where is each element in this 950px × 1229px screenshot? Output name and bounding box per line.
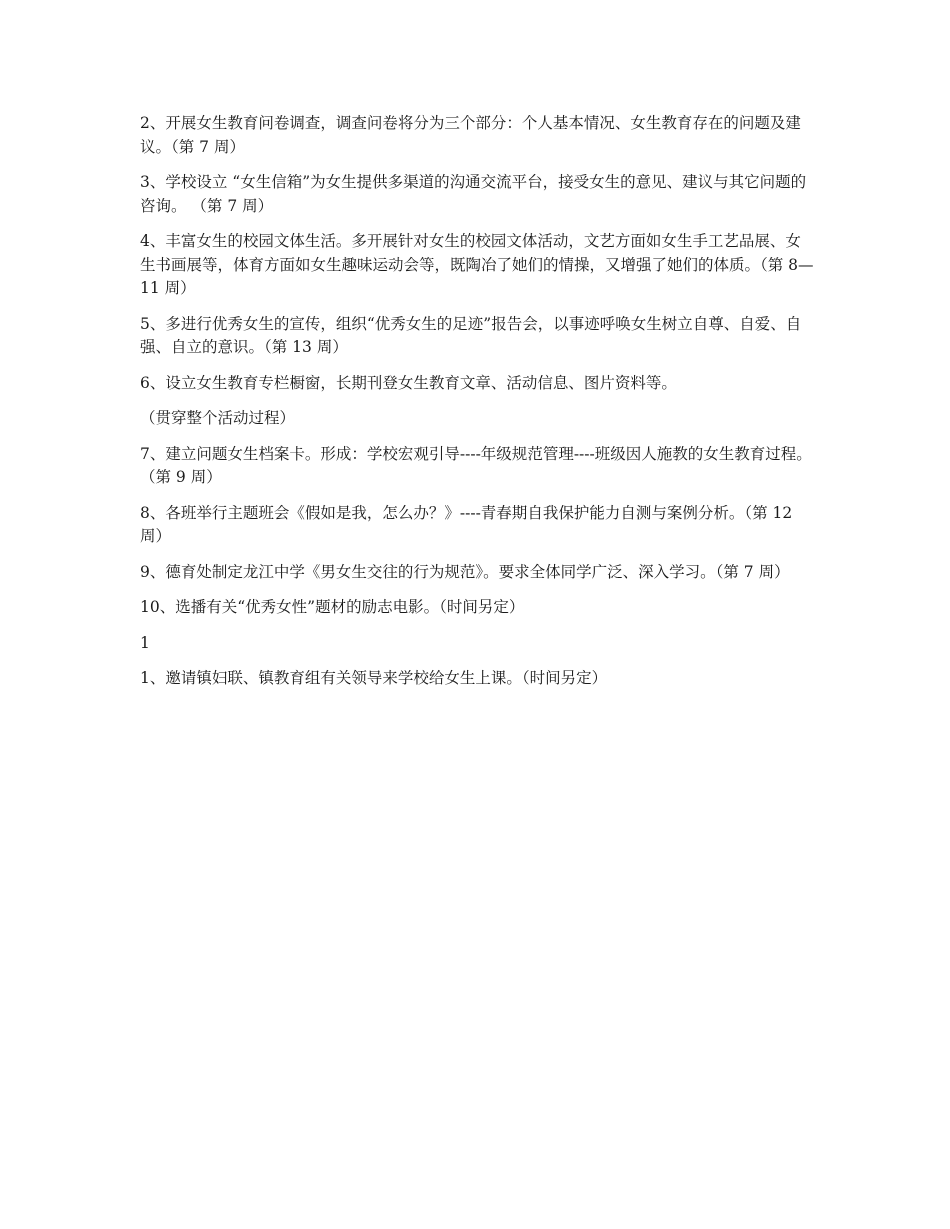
paragraph-item-7: 7、建立问题女生档案卡。形成：学校宏观引导----年级规范管理----班级因人施教的女生教育过程。（第 9 周） [140,444,812,486]
document-body [140,112,815,703]
stray-number: 1 [140,633,150,652]
paragraph-item-3: 3、学校设立 “女生信箱”为女生提供多渠道的沟通交流平台，接受女生的意见、建议与其它问题的咨询。 （第 7 周） [140,173,807,215]
paragraph-item-10: 10、选播有关“优秀女性”题材的励志电影。（时间另定） [140,598,525,616]
paragraph-item-6: 6、设立女生教育专栏橱窗，长期刊登女生教育文章、活动信息、图片资料等。 [140,373,677,392]
paragraph-item-8: 8、各班举行主题班会《假如是我，怎么办？》----青春期自我保护能力自测与案例分析。（第 12 周） [140,503,793,545]
paragraph-item-4: 4、丰富女生的校园文体生活。多开展针对女生的校园文体活动，文艺方面如女生手工艺品展、女生书画展等，体育方面如女生趣味运动会等，既陶冶了她们的情操，又增强了她们的体质。（第 8—11 周） [140,232,814,297]
paragraph-item-2: 2、开展女生教育问卷调查，调查问卷将分为三个部分：个人基本情况、女生教育存在的问题及建议。（第 7 周） [140,114,801,156]
paragraph-item-6-note: （贯穿整个活动过程） [140,409,296,427]
paragraph-item-5: 5、多进行优秀女生的宣传，组织“优秀女生的足迹”报告会，以事迹呼唤女生树立自尊、自爱、自强、自立的意识。（第 13 周） [140,314,802,356]
paragraph-item-1: 1、邀请镇妇联、镇教育组有关领导来学校给女生上课。（时间另定） [140,669,608,687]
paragraph-item-9: 9、德育处制定龙江中学《男女生交往的行为规范》。要求全体同学广泛、深入学习。（第 7 周） [140,562,790,581]
